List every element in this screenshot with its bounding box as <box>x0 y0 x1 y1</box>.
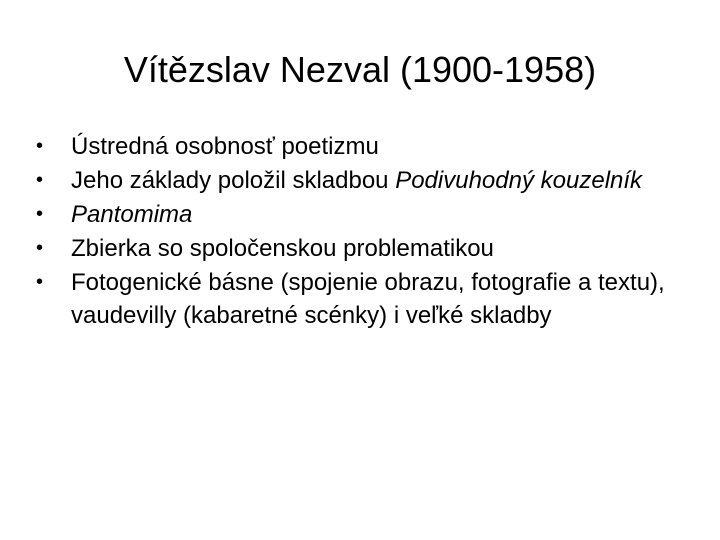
bullet-text: Ústredná osobnosť poetizmu <box>71 133 379 160</box>
bullet-icon: • <box>36 271 44 293</box>
bullet-item-pantomima <box>36 198 676 231</box>
bullet-icon: • <box>36 203 44 225</box>
bullet-text: Jeho základy položil skladbou <box>71 167 396 194</box>
bullet-item-foundation <box>36 164 676 197</box>
slide-title: Vítězslav Nezval (1900-1958) <box>123 49 597 90</box>
bullet-text: Zbierka so spoločenskou problematikou <box>71 235 494 262</box>
bullet-icon: • <box>36 169 44 191</box>
bullet-list <box>36 130 676 332</box>
bullet-text: Fotogenické básne (spojenie obrazu, fotografie a textu), vaudevilly (kabaretné scénky) i veľké skladby <box>71 269 665 329</box>
bullet-item-collection <box>36 232 676 265</box>
bullet-icon: • <box>36 237 44 259</box>
work-title: Podivuhodný kouzelník <box>395 167 643 194</box>
bullet-item-photogenic <box>36 266 676 332</box>
bullet-icon: • <box>36 135 44 157</box>
bullet-item-role <box>36 130 676 163</box>
work-title: Pantomima <box>71 201 193 228</box>
